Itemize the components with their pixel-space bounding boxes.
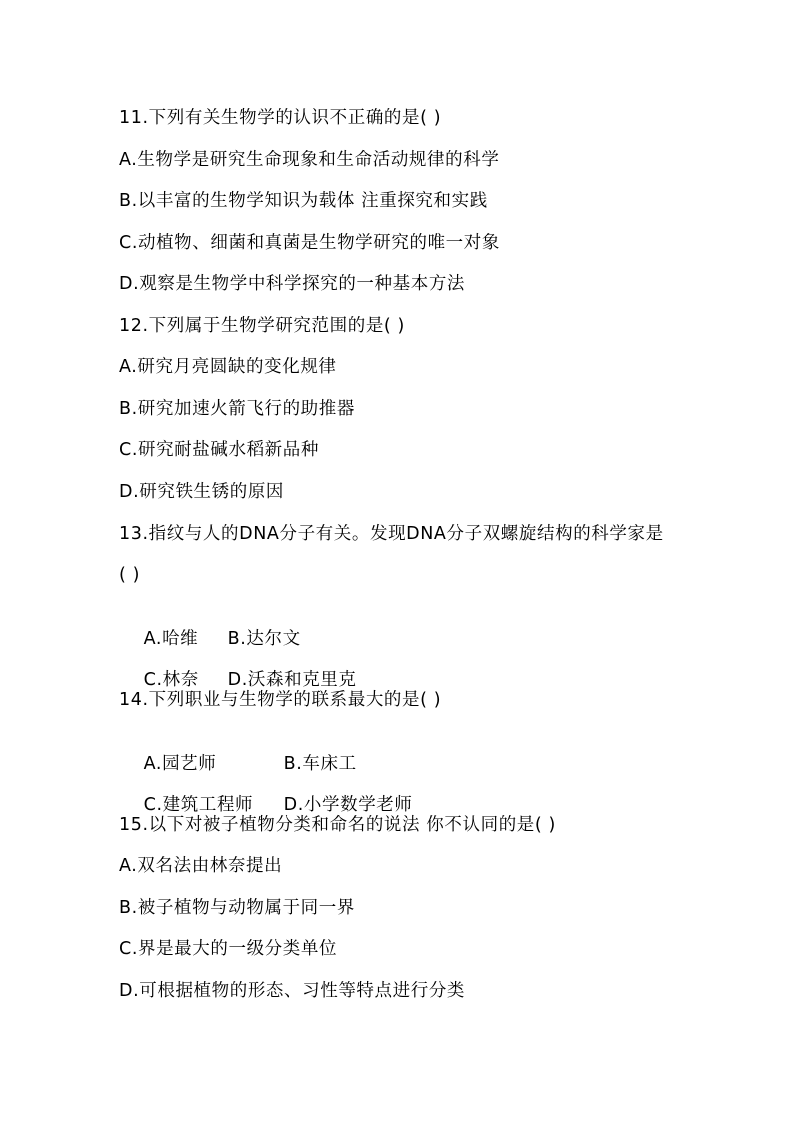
question-14-option-d: D.小学数学老师 [283,795,413,815]
question-15-option-c: C.界是最大的一级分类单位 [119,939,338,959]
question-12-option-a: A.研究月亮圆缺的变化规律 [119,357,337,377]
question-14-option-b: B.车床工 [283,754,357,774]
question-11-option-b: B.以丰富的生物学知识为载体 注重探究和实践 [119,191,488,211]
question-15-stem: 15.以下对被子植物分类和命名的说法 你不认同的是( ) [119,815,556,835]
question-13-option-d: D.沃森和克里克 [227,670,357,690]
question-11-option-d: D.观察是生物学中科学探究的一种基本方法 [119,274,466,294]
question-15-option-a: A.双名法由林奈提出 [119,856,283,876]
question-15-option-d: D.可根据植物的形态、习性等特点进行分类 [119,981,466,1001]
question-14-option-a: A.园艺师 [143,754,217,774]
question-14-option-c: C.建筑工程师 [143,795,254,815]
question-12-option-b: B.研究加速火箭飞行的助推器 [119,399,355,419]
question-13-stem: 13.指纹与人的DNA分子有关。发现DNA分子双螺旋结构的科学家是 [119,524,664,544]
question-13-option-c: C.林奈 [143,670,199,690]
question-11-option-a: A.生物学是研究生命现象和生命活动规律的科学 [119,150,500,170]
question-12-option-c: C.研究耐盐碱水稻新品种 [119,440,319,460]
question-13-option-a: A.哈维 [143,629,199,649]
question-11-option-c: C.动植物、细菌和真菌是生物学研究的唯一对象 [119,233,500,253]
question-12-stem: 12.下列属于生物学研究范围的是( ) [119,316,405,336]
question-14-stem: 14.下列职业与生物学的联系最大的是( ) [119,690,442,710]
question-13-option-b: B.达尔文 [227,629,301,649]
question-13-stem-continuation: ( ) [119,565,141,585]
question-15-option-b: B.被子植物与动物属于同一界 [119,898,355,918]
question-12-option-d: D.研究铁生锈的原因 [119,482,285,502]
question-11-stem: 11.下列有关生物学的认识不正确的是( ) [119,108,442,128]
